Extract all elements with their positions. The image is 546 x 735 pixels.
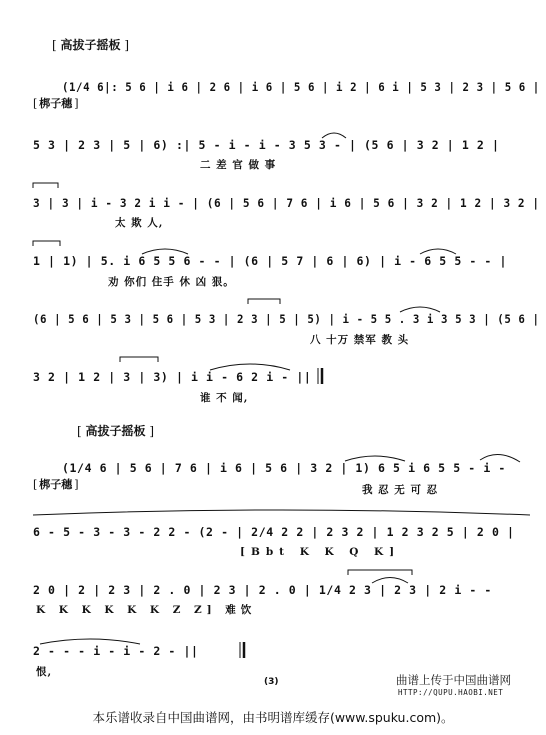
- tie-bracket: [348, 570, 412, 575]
- notation-line: 5 3 | 2 3 | 5 | 6) :| 5 - i - i - 3 5 3 - | (5 6 | 3 2 | 1 2 |: [33, 138, 500, 152]
- tie-bracket: [33, 183, 58, 188]
- lyric-line: 八 十万 禁军 教 头: [310, 334, 410, 346]
- section-heading: [ 高拔子摇板 ]: [52, 36, 129, 53]
- tie-bracket: [120, 357, 158, 362]
- section-heading: [ 高拔子摇板 ]: [77, 422, 154, 439]
- watermark-url: HTTP://QUPU.HAOBI.NET: [398, 688, 504, 697]
- watermark-text: 曲谱上传于中国曲谱网: [396, 673, 511, 687]
- notation-line: 1 | 1) | 5. i 6 5 5 6 - - | (6 | 5 7 | 6 | 6) | i - 6 5 5 - - |: [33, 254, 507, 268]
- notation-line: (1/4 6 | 5 6 | 7 6 | i 6 | 5 6 | 3 2 | 1) 6 5 i 6 5 5 - i -: [62, 461, 506, 475]
- tie-bracket: [248, 299, 280, 304]
- lyric-line: 太 欺 人,: [115, 217, 164, 229]
- instrument-label: [ 梆子穗 ]: [33, 476, 79, 492]
- notation-line: 3 2 | 1 2 | 3 | 3) | i i - 6 2 i - ||: [33, 370, 312, 384]
- lyric-line: [Bbt K K Q K]: [240, 546, 401, 558]
- lyric-line: 谁 不 闻,: [200, 392, 249, 404]
- notation-line: 6 - 5 - 3 - 3 - 2 2 - (2 - | 2/4 2 2 | 2 3 2 | 1 2 3 2 5 | 2 0 |: [33, 525, 515, 539]
- tie-bracket: [33, 241, 60, 246]
- notation-line: 2 - - - i - i - 2 - ||: [33, 644, 199, 658]
- lyric-line: 我 忍 无 可 忍: [362, 484, 439, 496]
- instrument-label: [ 梆子穗 ]: [33, 95, 79, 111]
- slur-mark: [33, 510, 530, 515]
- notation-line: (1/4 6|: 5 6 | i 6 | 2 6 | i 6 | 5 6 | i 2 | 6 i | 5 3 | 2 3 | 5 6 |: [62, 80, 540, 94]
- notation-line: 2 0 | 2 | 2 3 | 2 . 0 | 2 3 | 2 . 0 | 1/4 2 3 | 2 3 | 2 i - -: [33, 583, 492, 597]
- lyric-line: K K K K K K Z Z] 难饮: [36, 604, 257, 616]
- notation-line: 3 | 3 | i - 3 2 i i - | (6 | 5 6 | 7 6 | i 6 | 5 6 | 3 2 | 1 2 | 3 2 |: [33, 196, 540, 210]
- lyric-line: 恨,: [36, 666, 53, 678]
- footer-credit: 本乐谱收录自中国曲谱网，由书明谱库缓存(www.spuku.com)。: [92, 710, 454, 725]
- notation-line: (6 | 5 6 | 5 3 | 5 6 | 5 3 | 2 3 | 5 | 5) | i - 5 5 . 3 i 3 5 3 | (5 6 |: [33, 312, 540, 326]
- page-number: (3): [264, 677, 279, 687]
- lyric-line: 劝 你们 住手 休 凶 狠。: [108, 276, 235, 288]
- lyric-line: 二 差 官 做 事: [200, 159, 277, 171]
